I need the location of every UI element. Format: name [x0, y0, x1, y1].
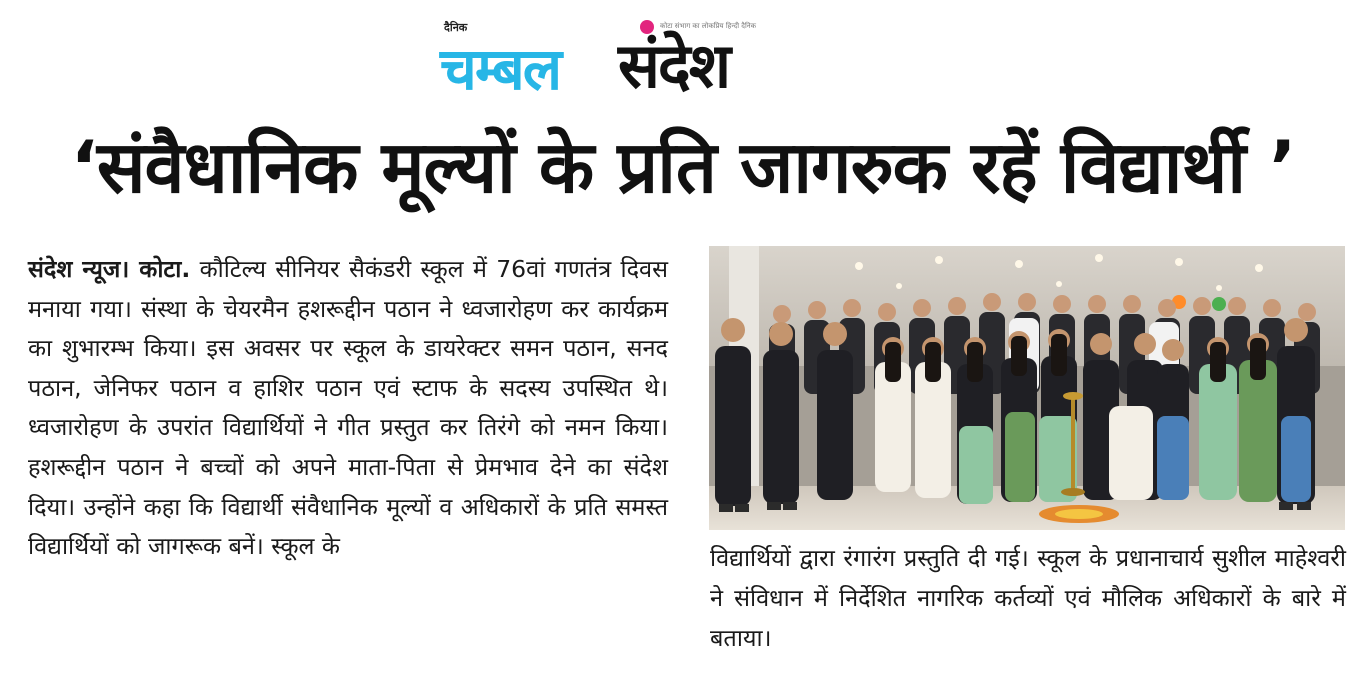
- article-dateline: संदेश न्यूज। कोटा.: [28, 255, 191, 283]
- headline: ‘संवैधानिक मूल्यों के प्रति जागरुक रहें विद्यार्थी ’: [70, 125, 1296, 209]
- group-photo-illustration: [709, 246, 1345, 530]
- article-continuation: विद्यार्थियों द्वारा रंगारंग प्रस्तुति दी गई। स्कूल के प्रधानाचार्य सुशील माहेश्वरी ने संविधान में निर्देशित नागरिक कर्तव्यों एवं मौलिक अधिकारों के बारे में बताया।: [710, 544, 1346, 652]
- masthead: [440, 12, 800, 104]
- article-body: [28, 250, 668, 567]
- masthead-brand-sandesh: संदेश: [618, 29, 729, 102]
- masthead-daily-label: दैनिक: [444, 21, 468, 34]
- masthead-tagline: कोटा संभाग का लोकप्रिय हिन्दी दैनिक: [660, 22, 757, 30]
- group-photo: [709, 246, 1345, 530]
- article-text: कौटिल्य सीनियर सैकंडरी स्कूल में 76वां गणतंत्र दिवस मनाया गया। संस्था के चेयरमैन हशरूद्दीन पठान ने ध्वजारोहण कर कार्यक्रम का शुभारम्भ किया। इस अवसर पर स्कूल के डायरेक्टर समन पठान, सनद पठान, जेनिफर पठान व हाशिर पठान एवं स्टाफ के सदस्य उपस्थित थे। ध्वजारोहण के उपरांत विद्यार्थियों ने गीत प्रस्तुत कर तिरंगे को नमन किया। हशरूद्दीन पठान ने बच्चों को अपने माता-पिता से प्रेमभाव देने का संदेश दिया। उन्होंने कहा कि विद्यार्थी संवैधानिक मूल्यों व अधिकारों के प्रति समस्त विद्यार्थियों को जागरूक बनें। स्कूल के: [28, 255, 668, 561]
- masthead-brand-chambal: चम्बल: [440, 35, 561, 103]
